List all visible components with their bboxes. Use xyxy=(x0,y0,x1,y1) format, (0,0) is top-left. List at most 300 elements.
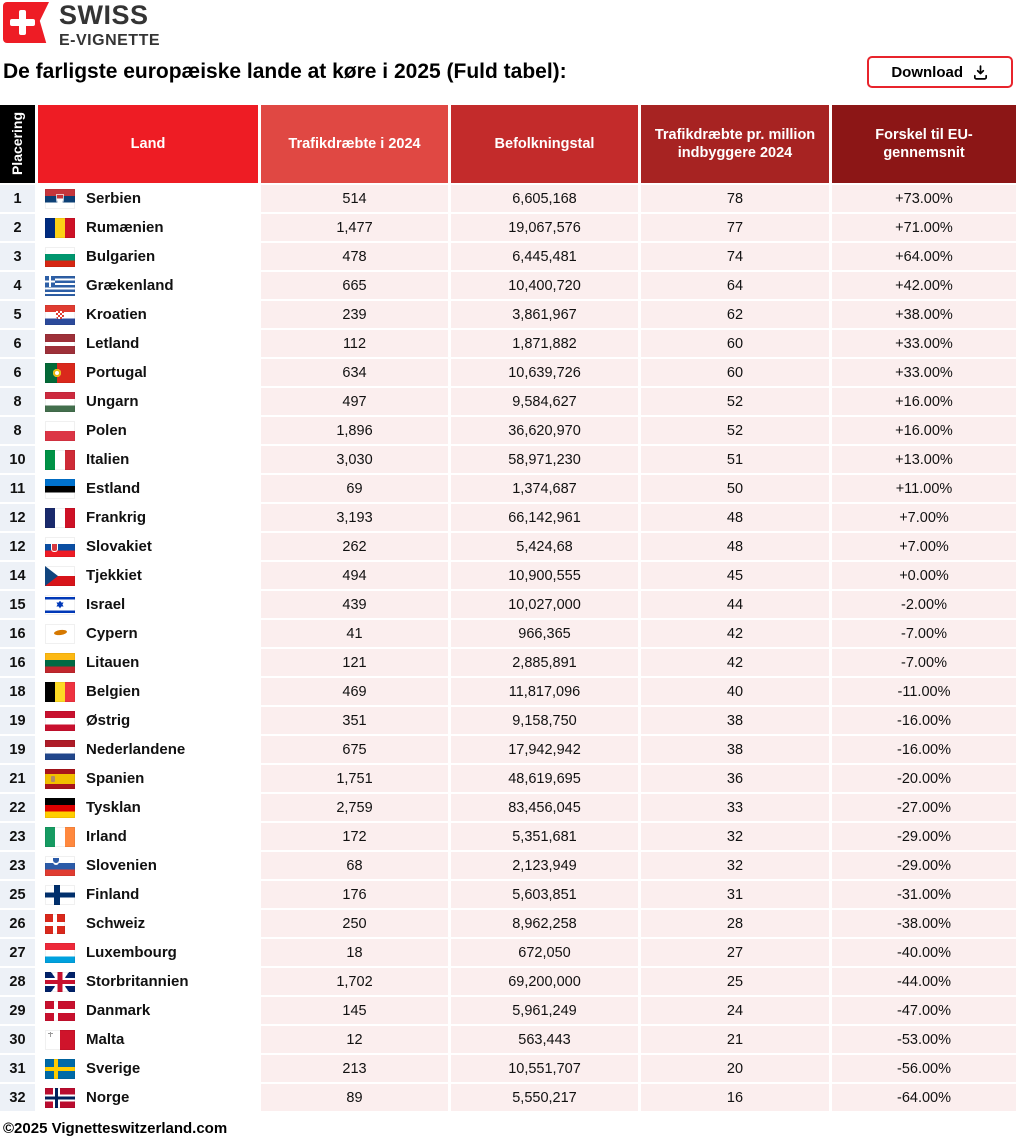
swiss-cross-horizontal xyxy=(10,19,35,26)
population-cell: 10,551,707 xyxy=(451,1055,638,1082)
title-row xyxy=(3,56,1013,88)
eu-diff-cell: -56.00% xyxy=(832,1055,1016,1082)
eu-diff-cell: +7.00% xyxy=(832,533,1016,560)
eu-diff-cell: -16.00% xyxy=(832,736,1016,763)
per-million-cell: 38 xyxy=(641,707,829,734)
flag-icon-bulgarien xyxy=(45,247,75,267)
country-name: Schweiz xyxy=(86,915,146,932)
brand-line1: SWISS xyxy=(59,0,149,30)
flag-box xyxy=(45,914,75,934)
country-cell xyxy=(38,997,258,1024)
country-cell xyxy=(38,968,258,995)
rank-cell: 2 xyxy=(0,214,35,241)
flag-icon-letland xyxy=(45,334,75,354)
country-name: Litauen xyxy=(86,654,140,671)
flag-box xyxy=(45,479,75,499)
deaths-cell: 41 xyxy=(261,620,448,647)
per-million-cell: 44 xyxy=(641,591,829,618)
country-cell xyxy=(38,359,258,386)
col-header-eu-diff xyxy=(832,105,1016,183)
eu-diff-cell: -16.00% xyxy=(832,707,1016,734)
country-cell xyxy=(38,214,258,241)
rank-cell: 4 xyxy=(0,272,35,299)
eu-diff-cell: -29.00% xyxy=(832,852,1016,879)
eu-diff-cell: -29.00% xyxy=(832,823,1016,850)
country-cell xyxy=(38,417,258,444)
flag-icon-slovenien xyxy=(45,856,75,876)
population-cell: 1,871,882 xyxy=(451,330,638,357)
country-cell xyxy=(38,562,258,589)
flag-box xyxy=(45,711,75,731)
rank-cell: 11 xyxy=(0,475,35,502)
flag-icon-gr-kenland xyxy=(45,276,75,296)
country-name: Grækenland xyxy=(86,277,174,294)
eu-diff-cell: +16.00% xyxy=(832,388,1016,415)
col-header-population xyxy=(451,105,638,183)
rank-cell: 30 xyxy=(0,1026,35,1053)
rank-cell: 18 xyxy=(0,678,35,705)
country-cell xyxy=(38,243,258,270)
eu-diff-cell: -11.00% xyxy=(832,678,1016,705)
country-name: Finland xyxy=(86,886,140,903)
rank-cell: 32 xyxy=(0,1084,35,1111)
flag-box xyxy=(45,595,75,615)
country-cell xyxy=(38,446,258,473)
per-million-cell: 78 xyxy=(641,185,829,212)
download-button-label: Download xyxy=(891,63,963,81)
country-cell xyxy=(38,910,258,937)
eu-diff-cell: +42.00% xyxy=(832,272,1016,299)
rank-cell: 15 xyxy=(0,591,35,618)
rank-cell: 6 xyxy=(0,359,35,386)
country-name: Nederlandene xyxy=(86,741,186,758)
flag-box xyxy=(45,363,75,383)
country-cell xyxy=(38,620,258,647)
flag-icon-cypern xyxy=(45,624,75,644)
per-million-cell: 50 xyxy=(641,475,829,502)
per-million-cell: 28 xyxy=(641,910,829,937)
country-cell xyxy=(38,330,258,357)
eu-diff-cell: -31.00% xyxy=(832,881,1016,908)
country-name: Bulgarien xyxy=(86,248,156,265)
deaths-cell: 665 xyxy=(261,272,448,299)
eu-diff-cell: -20.00% xyxy=(832,765,1016,792)
col-header-label: Trafikdræbte pr. million indbyggere 2024 xyxy=(654,126,816,161)
flag-icon-slovakiet xyxy=(45,537,75,557)
deaths-cell: 469 xyxy=(261,678,448,705)
rank-cell: 22 xyxy=(0,794,35,821)
per-million-cell: 32 xyxy=(641,852,829,879)
deaths-cell: 494 xyxy=(261,562,448,589)
danger-ranking-table xyxy=(0,105,1016,1111)
rank-cell: 25 xyxy=(0,881,35,908)
country-name: Danmark xyxy=(86,1002,151,1019)
country-cell xyxy=(38,591,258,618)
deaths-cell: 89 xyxy=(261,1084,448,1111)
flag-icon-danmark xyxy=(45,1001,75,1021)
eu-diff-cell: +33.00% xyxy=(832,359,1016,386)
population-cell: 83,456,045 xyxy=(451,794,638,821)
flag-icon--strig xyxy=(45,711,75,731)
rank-cell: 27 xyxy=(0,939,35,966)
flag-box xyxy=(45,943,75,963)
flag-icon-portugal xyxy=(45,363,75,383)
eu-diff-cell: -38.00% xyxy=(832,910,1016,937)
population-cell: 5,424,68 xyxy=(451,533,638,560)
country-name: Frankrig xyxy=(86,509,147,526)
flag-icon-luxembourg xyxy=(45,943,75,963)
per-million-cell: 20 xyxy=(641,1055,829,1082)
deaths-cell: 351 xyxy=(261,707,448,734)
country-cell xyxy=(38,794,258,821)
eu-diff-cell: -47.00% xyxy=(832,997,1016,1024)
country-name: Luxembourg xyxy=(86,944,177,961)
deaths-cell: 145 xyxy=(261,997,448,1024)
rank-cell: 21 xyxy=(0,765,35,792)
flag-icon-estland xyxy=(45,479,75,499)
col-header-label: Befolkningstal xyxy=(494,135,595,152)
country-name: Norge xyxy=(86,1089,130,1106)
population-cell: 10,400,720 xyxy=(451,272,638,299)
deaths-cell: 68 xyxy=(261,852,448,879)
eu-diff-cell: -40.00% xyxy=(832,939,1016,966)
country-name: Østrig xyxy=(86,712,131,729)
rank-cell: 19 xyxy=(0,736,35,763)
population-cell: 48,619,695 xyxy=(451,765,638,792)
country-name: Malta xyxy=(86,1031,125,1048)
per-million-cell: 51 xyxy=(641,446,829,473)
population-cell: 66,142,961 xyxy=(451,504,638,531)
rank-cell: 10 xyxy=(0,446,35,473)
country-name: Estland xyxy=(86,480,141,497)
rank-cell: 23 xyxy=(0,823,35,850)
country-name: Cypern xyxy=(86,625,138,642)
country-cell xyxy=(38,1026,258,1053)
per-million-cell: 31 xyxy=(641,881,829,908)
population-cell: 10,027,000 xyxy=(451,591,638,618)
flag-box xyxy=(45,450,75,470)
per-million-cell: 36 xyxy=(641,765,829,792)
flag-icon-finland xyxy=(45,885,75,905)
eu-diff-cell: -64.00% xyxy=(832,1084,1016,1111)
population-cell: 58,971,230 xyxy=(451,446,638,473)
population-cell: 5,550,217 xyxy=(451,1084,638,1111)
rank-cell: 5 xyxy=(0,301,35,328)
flag-icon-italien xyxy=(45,450,75,470)
country-name: Storbritannien xyxy=(86,973,189,990)
country-cell xyxy=(38,765,258,792)
eu-diff-cell: -27.00% xyxy=(832,794,1016,821)
flag-box xyxy=(45,247,75,267)
rank-cell: 6 xyxy=(0,330,35,357)
population-cell: 10,900,555 xyxy=(451,562,638,589)
rank-cell: 23 xyxy=(0,852,35,879)
per-million-cell: 24 xyxy=(641,997,829,1024)
flag-box xyxy=(45,537,75,557)
eu-diff-cell: +11.00% xyxy=(832,475,1016,502)
deaths-cell: 1,751 xyxy=(261,765,448,792)
population-cell: 9,158,750 xyxy=(451,707,638,734)
country-name: Slovenien xyxy=(86,857,157,874)
rank-cell: 26 xyxy=(0,910,35,937)
country-name: Sverige xyxy=(86,1060,141,1077)
rank-cell: 1 xyxy=(0,185,35,212)
deaths-cell: 2,759 xyxy=(261,794,448,821)
country-cell xyxy=(38,678,258,705)
eu-diff-cell: +7.00% xyxy=(832,504,1016,531)
per-million-cell: 40 xyxy=(641,678,829,705)
rank-cell: 3 xyxy=(0,243,35,270)
deaths-cell: 18 xyxy=(261,939,448,966)
per-million-cell: 48 xyxy=(641,533,829,560)
flag-icon-schweiz xyxy=(45,914,65,934)
flag-box xyxy=(45,972,75,992)
deaths-cell: 250 xyxy=(261,910,448,937)
country-name: Tjekkiet xyxy=(86,567,142,584)
download-icon xyxy=(972,64,989,81)
flag-icon-frankrig xyxy=(45,508,75,528)
country-cell xyxy=(38,649,258,676)
per-million-cell: 33 xyxy=(641,794,829,821)
eu-diff-cell: -44.00% xyxy=(832,968,1016,995)
flag-box xyxy=(45,769,75,789)
country-name: Belgien xyxy=(86,683,141,700)
rank-cell: 14 xyxy=(0,562,35,589)
deaths-cell: 121 xyxy=(261,649,448,676)
eu-diff-cell: -7.00% xyxy=(832,620,1016,647)
flag-icon-rum-nien xyxy=(45,218,75,238)
country-cell xyxy=(38,736,258,763)
country-cell xyxy=(38,475,258,502)
flag-box xyxy=(45,566,75,586)
col-header-per-million xyxy=(641,105,829,183)
population-cell: 6,445,481 xyxy=(451,243,638,270)
flag-icon-norge xyxy=(45,1088,75,1108)
population-cell: 5,603,851 xyxy=(451,881,638,908)
per-million-cell: 62 xyxy=(641,301,829,328)
country-cell xyxy=(38,504,258,531)
col-header-placering xyxy=(0,105,35,183)
brand-text xyxy=(59,2,160,49)
deaths-cell: 239 xyxy=(261,301,448,328)
population-cell: 2,885,891 xyxy=(451,649,638,676)
rank-cell: 16 xyxy=(0,649,35,676)
eu-diff-cell: +71.00% xyxy=(832,214,1016,241)
flag-icon-litauen xyxy=(45,653,75,673)
flag-box xyxy=(45,827,75,847)
flag-box xyxy=(45,392,75,412)
flag-icon-storbritannien xyxy=(45,972,75,992)
eu-diff-cell: -2.00% xyxy=(832,591,1016,618)
deaths-cell: 514 xyxy=(261,185,448,212)
per-million-cell: 64 xyxy=(641,272,829,299)
country-cell xyxy=(38,707,258,734)
flag-box xyxy=(45,218,75,238)
country-name: Tysklan xyxy=(86,799,141,816)
flag-icon-irland xyxy=(45,827,75,847)
deaths-cell: 69 xyxy=(261,475,448,502)
population-cell: 5,351,681 xyxy=(451,823,638,850)
col-header-label: Forskel til EU-gennemsnit xyxy=(875,126,973,161)
rank-cell: 19 xyxy=(0,707,35,734)
flag-box xyxy=(45,1059,75,1079)
deaths-cell: 1,702 xyxy=(261,968,448,995)
flag-box xyxy=(45,1088,75,1108)
per-million-cell: 21 xyxy=(641,1026,829,1053)
flag-box xyxy=(45,856,75,876)
deaths-cell: 634 xyxy=(261,359,448,386)
eu-diff-cell: +0.00% xyxy=(832,562,1016,589)
population-cell: 5,961,249 xyxy=(451,997,638,1024)
population-cell: 11,817,096 xyxy=(451,678,638,705)
per-million-cell: 38 xyxy=(641,736,829,763)
swiss-flag-icon xyxy=(3,2,49,43)
flag-icon-malta xyxy=(45,1030,75,1050)
per-million-cell: 52 xyxy=(641,388,829,415)
page-title: De farligste europæiske lande at køre i 2025 (Fuld tabel): xyxy=(3,60,567,83)
deaths-cell: 478 xyxy=(261,243,448,270)
population-cell: 36,620,970 xyxy=(451,417,638,444)
per-million-cell: 48 xyxy=(641,504,829,531)
country-name: Kroatien xyxy=(86,306,147,323)
col-header-label: Trafikdræbte i 2024 xyxy=(288,135,421,152)
col-header-land xyxy=(38,105,258,183)
flag-box xyxy=(45,1001,75,1021)
country-name: Spanien xyxy=(86,770,145,787)
download-button[interactable] xyxy=(867,56,1013,88)
rank-cell: 12 xyxy=(0,533,35,560)
flag-box xyxy=(45,740,75,760)
population-cell: 966,365 xyxy=(451,620,638,647)
eu-diff-cell: -7.00% xyxy=(832,649,1016,676)
country-cell xyxy=(38,185,258,212)
country-cell xyxy=(38,533,258,560)
rank-cell: 8 xyxy=(0,417,35,444)
footer-copyright: ©2025 Vignetteswitzerland.com xyxy=(3,1120,228,1137)
eu-diff-cell: +13.00% xyxy=(832,446,1016,473)
brand-header xyxy=(3,2,160,49)
flag-box xyxy=(45,508,75,528)
population-cell: 672,050 xyxy=(451,939,638,966)
flag-box xyxy=(45,682,75,702)
flag-box xyxy=(45,624,75,644)
rank-cell: 16 xyxy=(0,620,35,647)
population-cell: 2,123,949 xyxy=(451,852,638,879)
country-name: Rumænien xyxy=(86,219,164,236)
population-cell: 563,443 xyxy=(451,1026,638,1053)
population-cell: 17,942,942 xyxy=(451,736,638,763)
per-million-cell: 60 xyxy=(641,359,829,386)
per-million-cell: 45 xyxy=(641,562,829,589)
per-million-cell: 25 xyxy=(641,968,829,995)
flag-box xyxy=(45,653,75,673)
deaths-cell: 3,030 xyxy=(261,446,448,473)
country-cell xyxy=(38,1055,258,1082)
flag-box xyxy=(45,1030,75,1050)
country-name: Serbien xyxy=(86,190,142,207)
rank-cell: 28 xyxy=(0,968,35,995)
deaths-cell: 12 xyxy=(261,1026,448,1053)
flag-icon-belgien xyxy=(45,682,75,702)
country-cell xyxy=(38,823,258,850)
rank-cell: 8 xyxy=(0,388,35,415)
flag-icon-nederlandene xyxy=(45,740,75,760)
deaths-cell: 172 xyxy=(261,823,448,850)
per-million-cell: 16 xyxy=(641,1084,829,1111)
eu-diff-cell: +64.00% xyxy=(832,243,1016,270)
per-million-cell: 27 xyxy=(641,939,829,966)
flag-box xyxy=(45,189,75,209)
rank-cell: 12 xyxy=(0,504,35,531)
per-million-cell: 77 xyxy=(641,214,829,241)
per-million-cell: 32 xyxy=(641,823,829,850)
country-name: Portugal xyxy=(86,364,147,381)
col-header-label: Placering xyxy=(8,112,25,176)
country-cell xyxy=(38,301,258,328)
population-cell: 8,962,258 xyxy=(451,910,638,937)
per-million-cell: 42 xyxy=(641,620,829,647)
eu-diff-cell: +38.00% xyxy=(832,301,1016,328)
brand-line2: E-VIGNETTE xyxy=(59,32,161,49)
flag-icon-tjekkiet xyxy=(45,566,75,586)
deaths-cell: 497 xyxy=(261,388,448,415)
population-cell: 3,861,967 xyxy=(451,301,638,328)
country-cell xyxy=(38,881,258,908)
population-cell: 6,605,168 xyxy=(451,185,638,212)
deaths-cell: 1,477 xyxy=(261,214,448,241)
flag-box xyxy=(45,305,75,325)
population-cell: 9,584,627 xyxy=(451,388,638,415)
col-header-deaths xyxy=(261,105,448,183)
eu-diff-cell: -53.00% xyxy=(832,1026,1016,1053)
per-million-cell: 60 xyxy=(641,330,829,357)
population-cell: 69,200,000 xyxy=(451,968,638,995)
country-cell xyxy=(38,388,258,415)
deaths-cell: 262 xyxy=(261,533,448,560)
population-cell: 19,067,576 xyxy=(451,214,638,241)
country-cell xyxy=(38,939,258,966)
per-million-cell: 74 xyxy=(641,243,829,270)
country-name: Polen xyxy=(86,422,127,439)
deaths-cell: 213 xyxy=(261,1055,448,1082)
population-cell: 10,639,726 xyxy=(451,359,638,386)
flag-box xyxy=(45,421,75,441)
flag-icon-kroatien xyxy=(45,305,75,325)
per-million-cell: 52 xyxy=(641,417,829,444)
deaths-cell: 112 xyxy=(261,330,448,357)
country-cell xyxy=(38,1084,258,1111)
flag-icon-spanien xyxy=(45,769,75,789)
eu-diff-cell: +16.00% xyxy=(832,417,1016,444)
population-cell: 1,374,687 xyxy=(451,475,638,502)
flag-icon-israel xyxy=(45,595,75,615)
deaths-cell: 176 xyxy=(261,881,448,908)
rank-cell: 31 xyxy=(0,1055,35,1082)
deaths-cell: 3,193 xyxy=(261,504,448,531)
deaths-cell: 675 xyxy=(261,736,448,763)
deaths-cell: 1,896 xyxy=(261,417,448,444)
country-cell xyxy=(38,272,258,299)
per-million-cell: 42 xyxy=(641,649,829,676)
deaths-cell: 439 xyxy=(261,591,448,618)
country-name: Slovakiet xyxy=(86,538,152,555)
flag-box xyxy=(45,276,75,296)
col-header-label: Land xyxy=(130,135,166,152)
country-name: Letland xyxy=(86,335,140,352)
country-name: Italien xyxy=(86,451,130,468)
flag-icon-serbien xyxy=(45,189,75,209)
flag-box xyxy=(45,334,75,354)
